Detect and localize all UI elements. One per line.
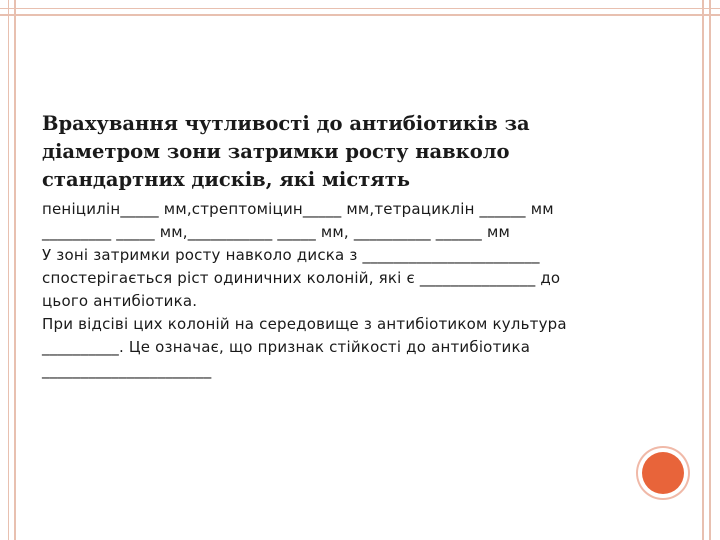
title-line: діаметром зони затримки росту навколо: [42, 140, 510, 163]
title-line: Врахування чутливості до антибіотиків за: [42, 112, 530, 135]
body-line: спостерігається ріст одиничних колоній, які є _______________ до: [42, 269, 561, 287]
frame-line-top-inner: [0, 14, 720, 16]
slide-content: [42, 110, 652, 382]
slide-title: [42, 110, 652, 194]
decorative-circle: [642, 452, 684, 494]
body-line: цього антибіотика.: [42, 292, 198, 310]
body-line: пеніцилін_____ мм,стрептоміцин_____ мм,тетрациклін ______ мм: [42, 200, 554, 218]
title-line: стандартних дисків, які містять: [42, 168, 411, 191]
body-line: ______________________: [42, 361, 212, 379]
frame-line-right-inner: [702, 0, 704, 540]
body-line: _________ _____ мм,___________ _____ мм, __________ ______ мм: [42, 223, 511, 241]
body-line: __________. Це означає, що признак стійкості до антибіотика: [42, 338, 531, 356]
slide-body: [42, 198, 652, 382]
frame-line-top-outer: [0, 8, 720, 9]
body-line: У зоні затримки росту навколо диска з _______________________: [42, 246, 540, 264]
frame-line-left-outer: [8, 0, 9, 540]
frame-line-left-inner: [14, 0, 16, 540]
body-line: При відсіві цих колоній на середовище з антибіотиком культура: [42, 315, 567, 333]
frame-line-right-outer: [709, 0, 711, 540]
